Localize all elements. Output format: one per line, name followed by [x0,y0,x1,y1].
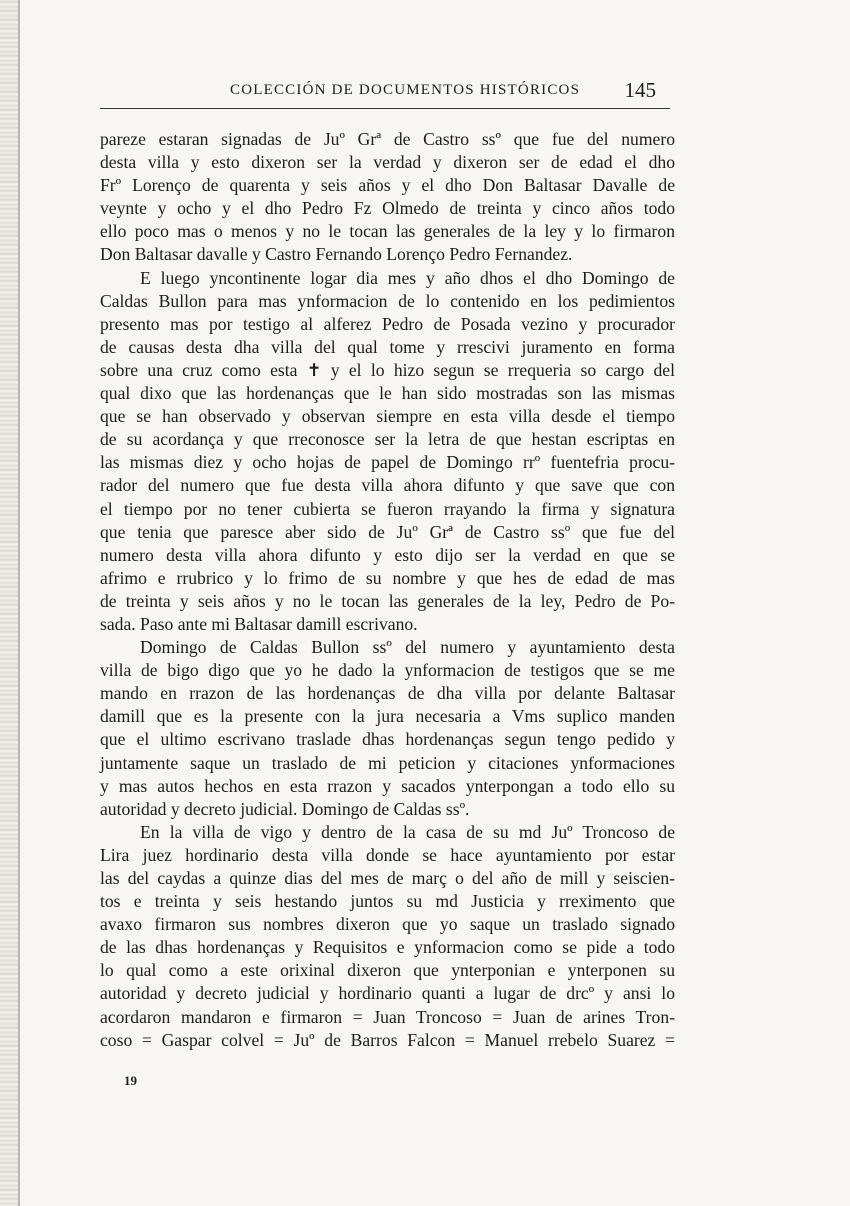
paragraph-start-line: En la villa de vigo y dentro de la casa de su md Juº Troncoso de [140,821,675,842]
text-line: veynte y ocho y el dho Pedro Fz Olmedo de treinta y cinco años todo [100,198,675,219]
binding-gutter [0,0,20,1206]
text-line: el tiempo por no tener cubierta se fueron rrayando la firma y signatura [100,498,675,519]
paragraph-start-line: E luego yncontinente logar dia mes y año dhos el dho Domingo de [140,267,675,288]
text-line: afrimo e rrubrico y lo frimo de su nombre y que hes de edad de mas [100,567,675,588]
text-line: coso = Gaspar colvel = Juº de Barros Falcon = Manuel rrebelo Suarez = [100,1029,675,1050]
text-line: de su acordança y que rreconosce ser la letra de que hestan escriptas en [100,429,675,450]
page-number: 145 [624,78,656,102]
text-line: las del caydas a quinze dias del mes de març o del año de mill y seiscien- [100,868,675,888]
text-line: de las dhas hordenanças y Requisitos e ynformacion como se pide a todo [100,937,675,958]
text-line: autoridad y decreto judicial. Domingo de Caldas ssº. [100,798,470,819]
running-head [100,78,670,108]
signature-mark: 19 [124,1073,137,1088]
text-line: que se han observado y observan siempre en esta villa desde el tiempo [100,406,675,427]
text-line: presento mas por testigo al alferez Pedro de Posada vezino y procurador [100,313,675,334]
text-line: acordaron mandaron e firmaron = Juan Troncoso = Juan de arines Tron- [100,1006,675,1027]
text-line: que tenia que paresce aber sido de Juº Grª de Castro ssº que fue del [100,521,675,542]
text-line: pareze estaran signadas de Juº Grª de Castro ssº que fue del numero [100,129,675,149]
text-line: y mas autos hechos en esta rrazon y sacados ynterpongan a todo ello su [100,775,675,796]
text-line: ello poco mas o menos y no le tocan las generales de la ley y lo firmaron [100,221,675,242]
text-line: mando en rrazon de las hordenanças de dha villa por delante Baltasar [100,683,675,704]
text-line: autoridad y decreto judicial y hordinario quanti a lugar de drcº y ansi lo [100,983,675,1004]
text-line: numero desta villa ahora difunto y esto dijo ser la verdad en que se [100,544,675,565]
text-line: las mismas diez y ocho hojas de papel de Domingo rrº fuentefria procu- [100,452,675,473]
text-line: damill que es la presente con la jura necesaria a Vms suplico manden [100,706,675,727]
text-line: juntamente saque un traslado de mi peticion y citaciones ynformaciones [100,752,675,773]
text-line: Caldas Bullon para mas ynformacion de lo contenido en los pedimientos [100,290,675,311]
text-line: qual dixo que las hordenanças que le han sido mostradas son las mismas [100,383,675,404]
text-line: desta villa y esto dixeron ser la verdad y dixeron ser de edad el dho [100,152,675,173]
body-text [100,128,675,1052]
text-line: villa de bigo digo que yo he dado la ynformacion de testigos que se me [100,660,675,681]
text-line: que el ultimo escrivano traslade dhas hordenanças segun tengo pedido y [100,729,675,750]
text-line: de causas desta dha villa del qual tome y rrescivi juramento en forma [100,336,675,357]
running-title: COLECCIÓN DE DOCUMENTOS HISTÓRICOS [230,82,581,98]
binding-edge [18,0,20,1206]
text-line: tos e treinta y seis hestando juntos su md Justicia y rreximento que [100,891,675,912]
text-line: rador del numero que fue desta villa ahora difunto y que save que con [100,475,675,496]
text-line: lo qual como a este orixinal dixeron que ynterponian e ynterponen su [100,960,675,981]
text-line: sada. Paso ante mi Baltasar damill escrivano. [100,613,418,634]
text-line: Lira juez hordinario desta villa donde se hace ayuntamiento por estar [100,844,675,865]
paragraph-start-line: Domingo de Caldas Bullon ssº del numero y ayuntamiento desta [140,637,675,658]
text-line: Frº Lorenço de quarenta y seis años y el dho Don Baltasar Davalle de [100,175,675,196]
text-line: de treinta y seis años y no le tocan las generales de la ley, Pedro de Po- [100,590,675,611]
text-line: sobre una cruz como esta ✝ y el lo hizo segun se rrequeria so cargo del [100,359,675,380]
text-line: avaxo firmaron sus nombres dixeron que yo saque un traslado signado [100,914,675,935]
header-rule [100,108,670,109]
text-line: Don Baltasar davalle y Castro Fernando Lorenço Pedro Fernandez. [100,244,573,265]
